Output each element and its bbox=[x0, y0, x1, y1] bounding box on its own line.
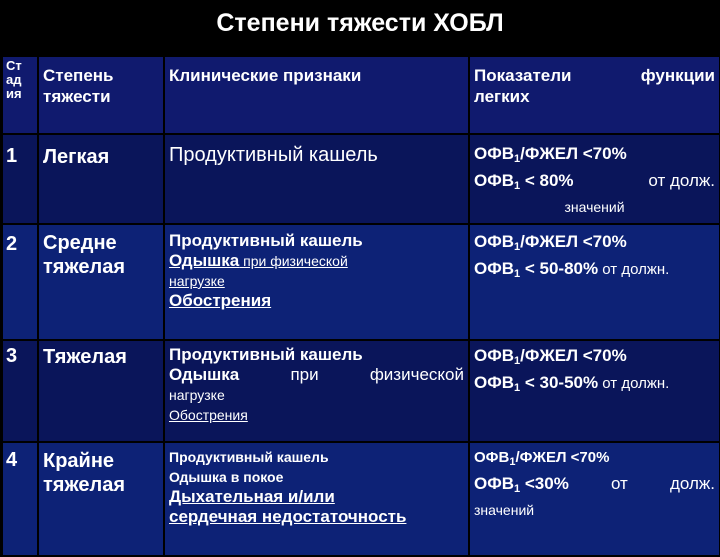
function-text: от должн. bbox=[598, 375, 670, 392]
function-line bbox=[474, 258, 715, 285]
clinical-line: сердечная недостаточность bbox=[169, 507, 407, 526]
page-title: Степени тяжести ХОБЛ bbox=[216, 9, 504, 37]
stage-number: 4 bbox=[2, 442, 38, 556]
function-line bbox=[474, 447, 715, 473]
clinical-line: Продуктивный кашель bbox=[169, 345, 363, 364]
clinical-line: Одышка в покое bbox=[169, 469, 284, 485]
header-severity-line: Степень bbox=[43, 66, 114, 85]
header-severity bbox=[38, 56, 164, 134]
function-text: /ФЖЕЛ <70% bbox=[520, 232, 627, 251]
severity-label: Тяжелая bbox=[38, 340, 164, 442]
clinical-line: Обострения bbox=[169, 291, 272, 310]
stage-number: 2 bbox=[2, 224, 38, 340]
severity-label bbox=[38, 224, 164, 340]
table-row bbox=[2, 224, 720, 340]
function-line bbox=[474, 231, 715, 258]
clinical-text: при bbox=[290, 365, 319, 384]
function-text: < 30-50% bbox=[520, 373, 599, 392]
header-stage-line: Ст bbox=[6, 58, 22, 73]
function-text: <30% bbox=[520, 474, 569, 493]
function-text: /ФЖЕЛ <70% bbox=[520, 144, 627, 163]
severity-line: Крайне bbox=[43, 450, 115, 472]
function-text: ОФВ bbox=[474, 171, 515, 190]
function-text: от bbox=[610, 474, 628, 493]
function-text: ОФВ bbox=[474, 144, 515, 163]
clinical-text: при физической bbox=[239, 253, 348, 269]
header-function bbox=[469, 56, 720, 134]
clinical-line: Обострения bbox=[169, 407, 248, 423]
header-stage-line: ад bbox=[6, 72, 22, 87]
function-text: /ФЖЕЛ <70% bbox=[520, 346, 627, 365]
clinical-line: Продуктивный кашель bbox=[169, 231, 363, 250]
function-sub: 1 bbox=[514, 355, 521, 367]
header-function-word: Показатели bbox=[474, 66, 572, 85]
table-row bbox=[2, 340, 720, 442]
function-text: ОФВ bbox=[474, 449, 510, 466]
lung-function bbox=[469, 340, 720, 442]
clinical-line: Дыхательная и/или bbox=[169, 487, 335, 506]
function-text: < 80% bbox=[520, 171, 574, 190]
function-text: < 50-80% bbox=[520, 259, 599, 278]
function-sub: 1 bbox=[514, 483, 521, 495]
severity-line: Средне bbox=[43, 232, 117, 254]
severity-label bbox=[38, 442, 164, 556]
header-severity-line: тяжести bbox=[43, 87, 111, 106]
function-sub: 1 bbox=[509, 456, 516, 468]
lung-function bbox=[469, 134, 720, 224]
stage-number: 1 bbox=[2, 134, 38, 224]
clinical-signs bbox=[164, 134, 469, 224]
clinical-signs bbox=[164, 442, 469, 556]
header-stage-line: ия bbox=[6, 86, 22, 101]
table-row bbox=[2, 134, 720, 224]
header-function-word: легких bbox=[474, 87, 530, 106]
clinical-text: физической bbox=[369, 365, 464, 384]
header-stage bbox=[2, 56, 38, 134]
function-text: ОФВ bbox=[474, 232, 515, 251]
function-text: значений bbox=[564, 199, 625, 215]
function-line bbox=[474, 345, 715, 372]
function-text: от должн. bbox=[598, 261, 670, 278]
clinical-signs bbox=[164, 340, 469, 442]
function-line bbox=[474, 473, 715, 500]
function-sub: 1 bbox=[514, 180, 521, 192]
clinical-signs bbox=[164, 224, 469, 340]
clinical-line: нагрузке bbox=[169, 273, 225, 289]
function-sub: 1 bbox=[514, 268, 521, 280]
table-header-row bbox=[2, 56, 720, 134]
header-clinical: Клинические признаки bbox=[164, 56, 469, 134]
clinical-text: Одышка bbox=[169, 365, 240, 384]
stage-number: 3 bbox=[2, 340, 38, 442]
clinical-line: Продуктивный кашель bbox=[169, 144, 378, 166]
function-sub: 1 bbox=[514, 241, 521, 253]
function-text: ОФВ bbox=[474, 259, 515, 278]
lung-function bbox=[469, 442, 720, 556]
lung-function bbox=[469, 224, 720, 340]
clinical-text: Одышка bbox=[169, 251, 240, 270]
clinical-line: Продуктивный кашель bbox=[169, 449, 329, 465]
function-line bbox=[474, 143, 715, 170]
function-line bbox=[474, 372, 715, 399]
table-row bbox=[2, 442, 720, 556]
function-text: значений bbox=[474, 502, 535, 518]
function-sub: 1 bbox=[514, 382, 521, 394]
function-sub: 1 bbox=[514, 153, 521, 165]
function-text: от долж. bbox=[648, 171, 715, 190]
function-text: ОФВ bbox=[474, 373, 515, 392]
function-text: долж. bbox=[669, 474, 715, 493]
function-text: ОФВ bbox=[474, 346, 515, 365]
function-text: /ФЖЕЛ <70% bbox=[515, 449, 610, 466]
severity-label: Легкая bbox=[38, 134, 164, 224]
severity-line: тяжелая bbox=[43, 256, 126, 278]
clinical-line bbox=[169, 251, 464, 271]
function-text: ОФВ bbox=[474, 474, 515, 493]
severity-line: тяжелая bbox=[43, 474, 126, 496]
clinical-line bbox=[169, 365, 464, 385]
header-function-word: функции bbox=[640, 66, 715, 85]
copd-severity-table bbox=[1, 55, 720, 557]
function-line bbox=[474, 170, 715, 197]
clinical-line: нагрузке bbox=[169, 387, 225, 403]
